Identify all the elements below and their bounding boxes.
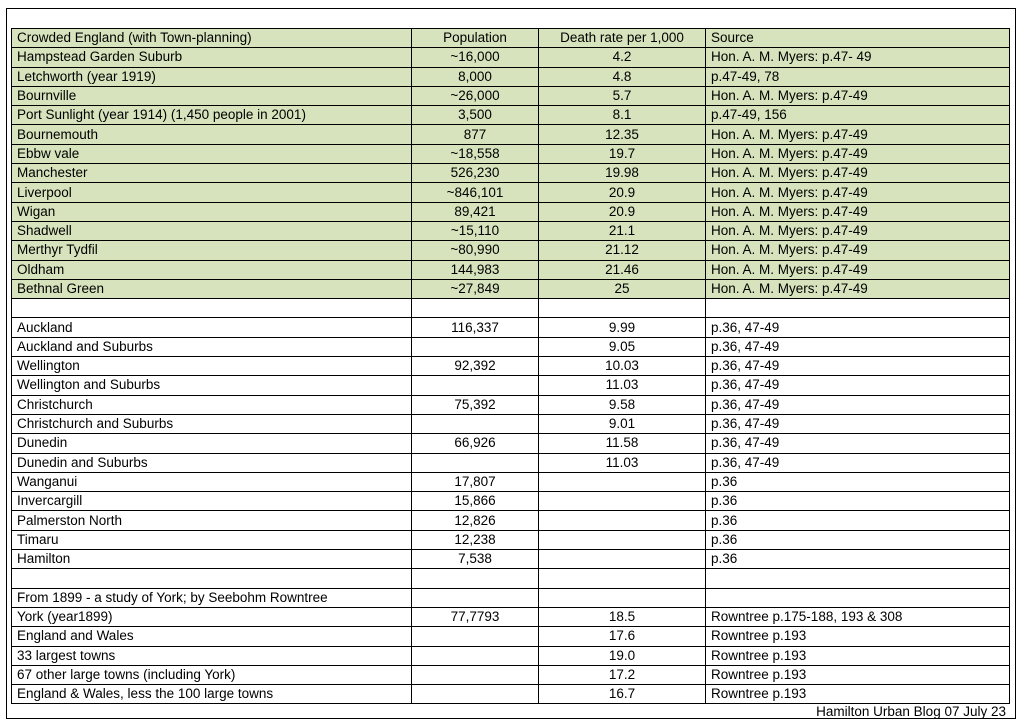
header-death-rate: Death rate per 1,000	[539, 29, 706, 48]
table-row	[12, 530, 1010, 549]
cell-name: Dunedin and Suburbs	[12, 453, 412, 472]
cell-source: p.36, 47-49	[706, 318, 1010, 337]
table-row	[12, 279, 1010, 298]
cell-death-rate	[539, 511, 706, 530]
empty-cell	[539, 569, 706, 588]
cell-source: Rowntree p.193	[706, 685, 1010, 704]
cell-death-rate: 9.05	[539, 337, 706, 356]
cell-population: ~846,101	[412, 183, 539, 202]
cell-source: p.36	[706, 492, 1010, 511]
cell-name: 67 other large towns (including York)	[12, 665, 412, 684]
cell-source: p.36, 47-49	[706, 357, 1010, 376]
table-row	[12, 164, 1010, 183]
header-population: Population	[412, 29, 539, 48]
table-row	[12, 472, 1010, 491]
cell-death-rate: 21.46	[539, 260, 706, 279]
cell-source: Hon. A. M. Myers: p.47-49	[706, 279, 1010, 298]
table-row	[12, 86, 1010, 105]
empty-cell	[706, 299, 1010, 318]
cell-name: Palmerston North	[12, 511, 412, 530]
table-row	[12, 221, 1010, 240]
table-row	[12, 665, 1010, 684]
cell-population	[412, 376, 539, 395]
cell-death-rate: 9.58	[539, 395, 706, 414]
cell-death-rate: 20.9	[539, 183, 706, 202]
cell-population: 116,337	[412, 318, 539, 337]
cell-source: p.36, 47-49	[706, 453, 1010, 472]
cell-population	[412, 414, 539, 433]
table-row	[12, 260, 1010, 279]
cell-death-rate: 10.03	[539, 357, 706, 376]
table-row	[12, 67, 1010, 86]
cell-death-rate: 16.7	[539, 685, 706, 704]
cell-population: ~18,558	[412, 144, 539, 163]
cell-source: p.36	[706, 511, 1010, 530]
cell-death-rate: 12.35	[539, 125, 706, 144]
cell-source: p.36, 47-49	[706, 414, 1010, 433]
table-row	[12, 144, 1010, 163]
cell-source: Rowntree p.193	[706, 665, 1010, 684]
cell-death-rate: 20.9	[539, 202, 706, 221]
cell-death-rate: 9.99	[539, 318, 706, 337]
table-row	[12, 627, 1010, 646]
table-row	[12, 48, 1010, 67]
cell-name: Liverpool	[12, 183, 412, 202]
cell-name: 33 largest towns	[12, 646, 412, 665]
table-row	[12, 646, 1010, 665]
cell-name: England & Wales, less the 100 large towns	[12, 685, 412, 704]
cell-source: p.47-49, 78	[706, 67, 1010, 86]
cell-name: Wellington and Suburbs	[12, 376, 412, 395]
cell-death-rate: 18.5	[539, 607, 706, 626]
cell-death-rate: 17.6	[539, 627, 706, 646]
cell-population: 7,538	[412, 550, 539, 569]
cell-death-rate	[539, 472, 706, 491]
cell-name: Wigan	[12, 202, 412, 221]
cell-name: Oldham	[12, 260, 412, 279]
cell-name: Hampstead Garden Suburb	[12, 48, 412, 67]
cell-population: 12,826	[412, 511, 539, 530]
table-row	[12, 337, 1010, 356]
table-row	[12, 434, 1010, 453]
table-row	[12, 550, 1010, 569]
empty-cell	[412, 569, 539, 588]
cell-population	[412, 665, 539, 684]
table-row	[12, 492, 1010, 511]
cell-population: 526,230	[412, 164, 539, 183]
cell-population: 77,7793	[412, 607, 539, 626]
cell-name: Timaru	[12, 530, 412, 549]
cell-death-rate: 5.7	[539, 86, 706, 105]
cell-population: 3,500	[412, 106, 539, 125]
cell-name: York (year1899)	[12, 607, 412, 626]
header-row	[12, 29, 1010, 48]
cell-population: 17,807	[412, 472, 539, 491]
cell-death-rate: 9.01	[539, 414, 706, 433]
cell-population: 12,238	[412, 530, 539, 549]
cell-source: Hon. A. M. Myers: p.47-49	[706, 144, 1010, 163]
cell-source: Hon. A. M. Myers: p.47-49	[706, 125, 1010, 144]
table-row	[12, 125, 1010, 144]
cell-death-rate: 17.2	[539, 665, 706, 684]
cell-death-rate: 8.1	[539, 106, 706, 125]
cell-death-rate: 11.03	[539, 376, 706, 395]
cell-source: p.36	[706, 550, 1010, 569]
section-heading: From 1899 - a study of York; by Seebohm Rowntree	[12, 588, 412, 607]
data-table	[11, 28, 1010, 704]
cell-name: Bournemouth	[12, 125, 412, 144]
cell-source: Hon. A. M. Myers: p.47-49	[706, 241, 1010, 260]
table-row	[12, 318, 1010, 337]
cell-name: Auckland	[12, 318, 412, 337]
cell-source: p.47-49, 156	[706, 106, 1010, 125]
cell-population: 89,421	[412, 202, 539, 221]
table-row	[12, 357, 1010, 376]
cell-population: 66,926	[412, 434, 539, 453]
table-row	[12, 395, 1010, 414]
cell-death-rate	[539, 550, 706, 569]
cell-source: Hon. A. M. Myers: p.47-49	[706, 202, 1010, 221]
cell-name: Christchurch and Suburbs	[12, 414, 412, 433]
cell-name: Manchester	[12, 164, 412, 183]
cell-death-rate: 21.12	[539, 241, 706, 260]
header-source: Source	[706, 29, 1010, 48]
cell-name: Wellington	[12, 357, 412, 376]
cell-source: Hon. A. M. Myers: p.47-49	[706, 221, 1010, 240]
cell-population	[412, 453, 539, 472]
cell-population	[412, 337, 539, 356]
cell-source: Rowntree p.193	[706, 627, 1010, 646]
cell-death-rate	[539, 530, 706, 549]
cell-name: Merthyr Tydfil	[12, 241, 412, 260]
cell-source: Hon. A. M. Myers: p.47- 49	[706, 48, 1010, 67]
empty-cell	[12, 299, 412, 318]
cell-name: Bournville	[12, 86, 412, 105]
empty-cell	[706, 569, 1010, 588]
cell-death-rate: 25	[539, 279, 706, 298]
empty-cell	[12, 569, 412, 588]
cell-name: England and Wales	[12, 627, 412, 646]
cell-death-rate: 19.7	[539, 144, 706, 163]
cell-source: Rowntree p.193	[706, 646, 1010, 665]
credit-footer: Hamilton Urban Blog 07 July 23	[816, 704, 1006, 719]
cell-population	[412, 646, 539, 665]
table-row	[12, 241, 1010, 260]
empty-cell	[412, 588, 539, 607]
cell-population: ~80,990	[412, 241, 539, 260]
cell-population	[412, 685, 539, 704]
table-body	[12, 29, 1010, 704]
cell-population: 15,866	[412, 492, 539, 511]
table-row	[12, 376, 1010, 395]
cell-source: Hon. A. M. Myers: p.47-49	[706, 86, 1010, 105]
cell-source: Rowntree p.175-188, 193 & 308	[706, 607, 1010, 626]
cell-name: Christchurch	[12, 395, 412, 414]
cell-name: Wanganui	[12, 472, 412, 491]
cell-name: Auckland and Suburbs	[12, 337, 412, 356]
cell-death-rate	[539, 492, 706, 511]
blank-row	[12, 569, 1010, 588]
table-row	[12, 453, 1010, 472]
table-row	[12, 607, 1010, 626]
table-row	[12, 183, 1010, 202]
cell-source: p.36, 47-49	[706, 337, 1010, 356]
cell-source: Hon. A. M. Myers: p.47-49	[706, 260, 1010, 279]
cell-name: Bethnal Green	[12, 279, 412, 298]
cell-name: Dunedin	[12, 434, 412, 453]
table-row	[12, 511, 1010, 530]
cell-death-rate: 4.2	[539, 48, 706, 67]
table-row	[12, 414, 1010, 433]
cell-population: 75,392	[412, 395, 539, 414]
cell-name: Letchworth (year 1919)	[12, 67, 412, 86]
cell-population: ~27,849	[412, 279, 539, 298]
cell-name: Hamilton	[12, 550, 412, 569]
empty-cell	[539, 299, 706, 318]
cell-death-rate: 11.58	[539, 434, 706, 453]
blank-row	[12, 299, 1010, 318]
cell-population: 877	[412, 125, 539, 144]
cell-source: Hon. A. M. Myers: p.47-49	[706, 183, 1010, 202]
cell-name: Shadwell	[12, 221, 412, 240]
cell-population: ~26,000	[412, 86, 539, 105]
table-row	[12, 685, 1010, 704]
cell-source: p.36	[706, 530, 1010, 549]
cell-source: p.36, 47-49	[706, 395, 1010, 414]
cell-name: Ebbw vale	[12, 144, 412, 163]
cell-source: p.36, 47-49	[706, 434, 1010, 453]
section-heading-row	[12, 588, 1010, 607]
cell-source: p.36, 47-49	[706, 376, 1010, 395]
cell-death-rate: 19.98	[539, 164, 706, 183]
cell-population: ~16,000	[412, 48, 539, 67]
cell-population: ~15,110	[412, 221, 539, 240]
table-row	[12, 202, 1010, 221]
cell-population: 92,392	[412, 357, 539, 376]
cell-source: p.36	[706, 472, 1010, 491]
cell-death-rate: 11.03	[539, 453, 706, 472]
cell-population: 144,983	[412, 260, 539, 279]
cell-death-rate: 4.8	[539, 67, 706, 86]
header-name: Crowded England (with Town-planning)	[12, 29, 412, 48]
cell-source: Hon. A. M. Myers: p.47-49	[706, 164, 1010, 183]
table-row	[12, 106, 1010, 125]
cell-death-rate: 21.1	[539, 221, 706, 240]
cell-population	[412, 627, 539, 646]
cell-population: 8,000	[412, 67, 539, 86]
empty-cell	[706, 588, 1010, 607]
cell-name: Invercargill	[12, 492, 412, 511]
empty-cell	[412, 299, 539, 318]
empty-cell	[539, 588, 706, 607]
cell-death-rate: 19.0	[539, 646, 706, 665]
cell-name: Port Sunlight (year 1914) (1,450 people in 2001)	[12, 106, 412, 125]
